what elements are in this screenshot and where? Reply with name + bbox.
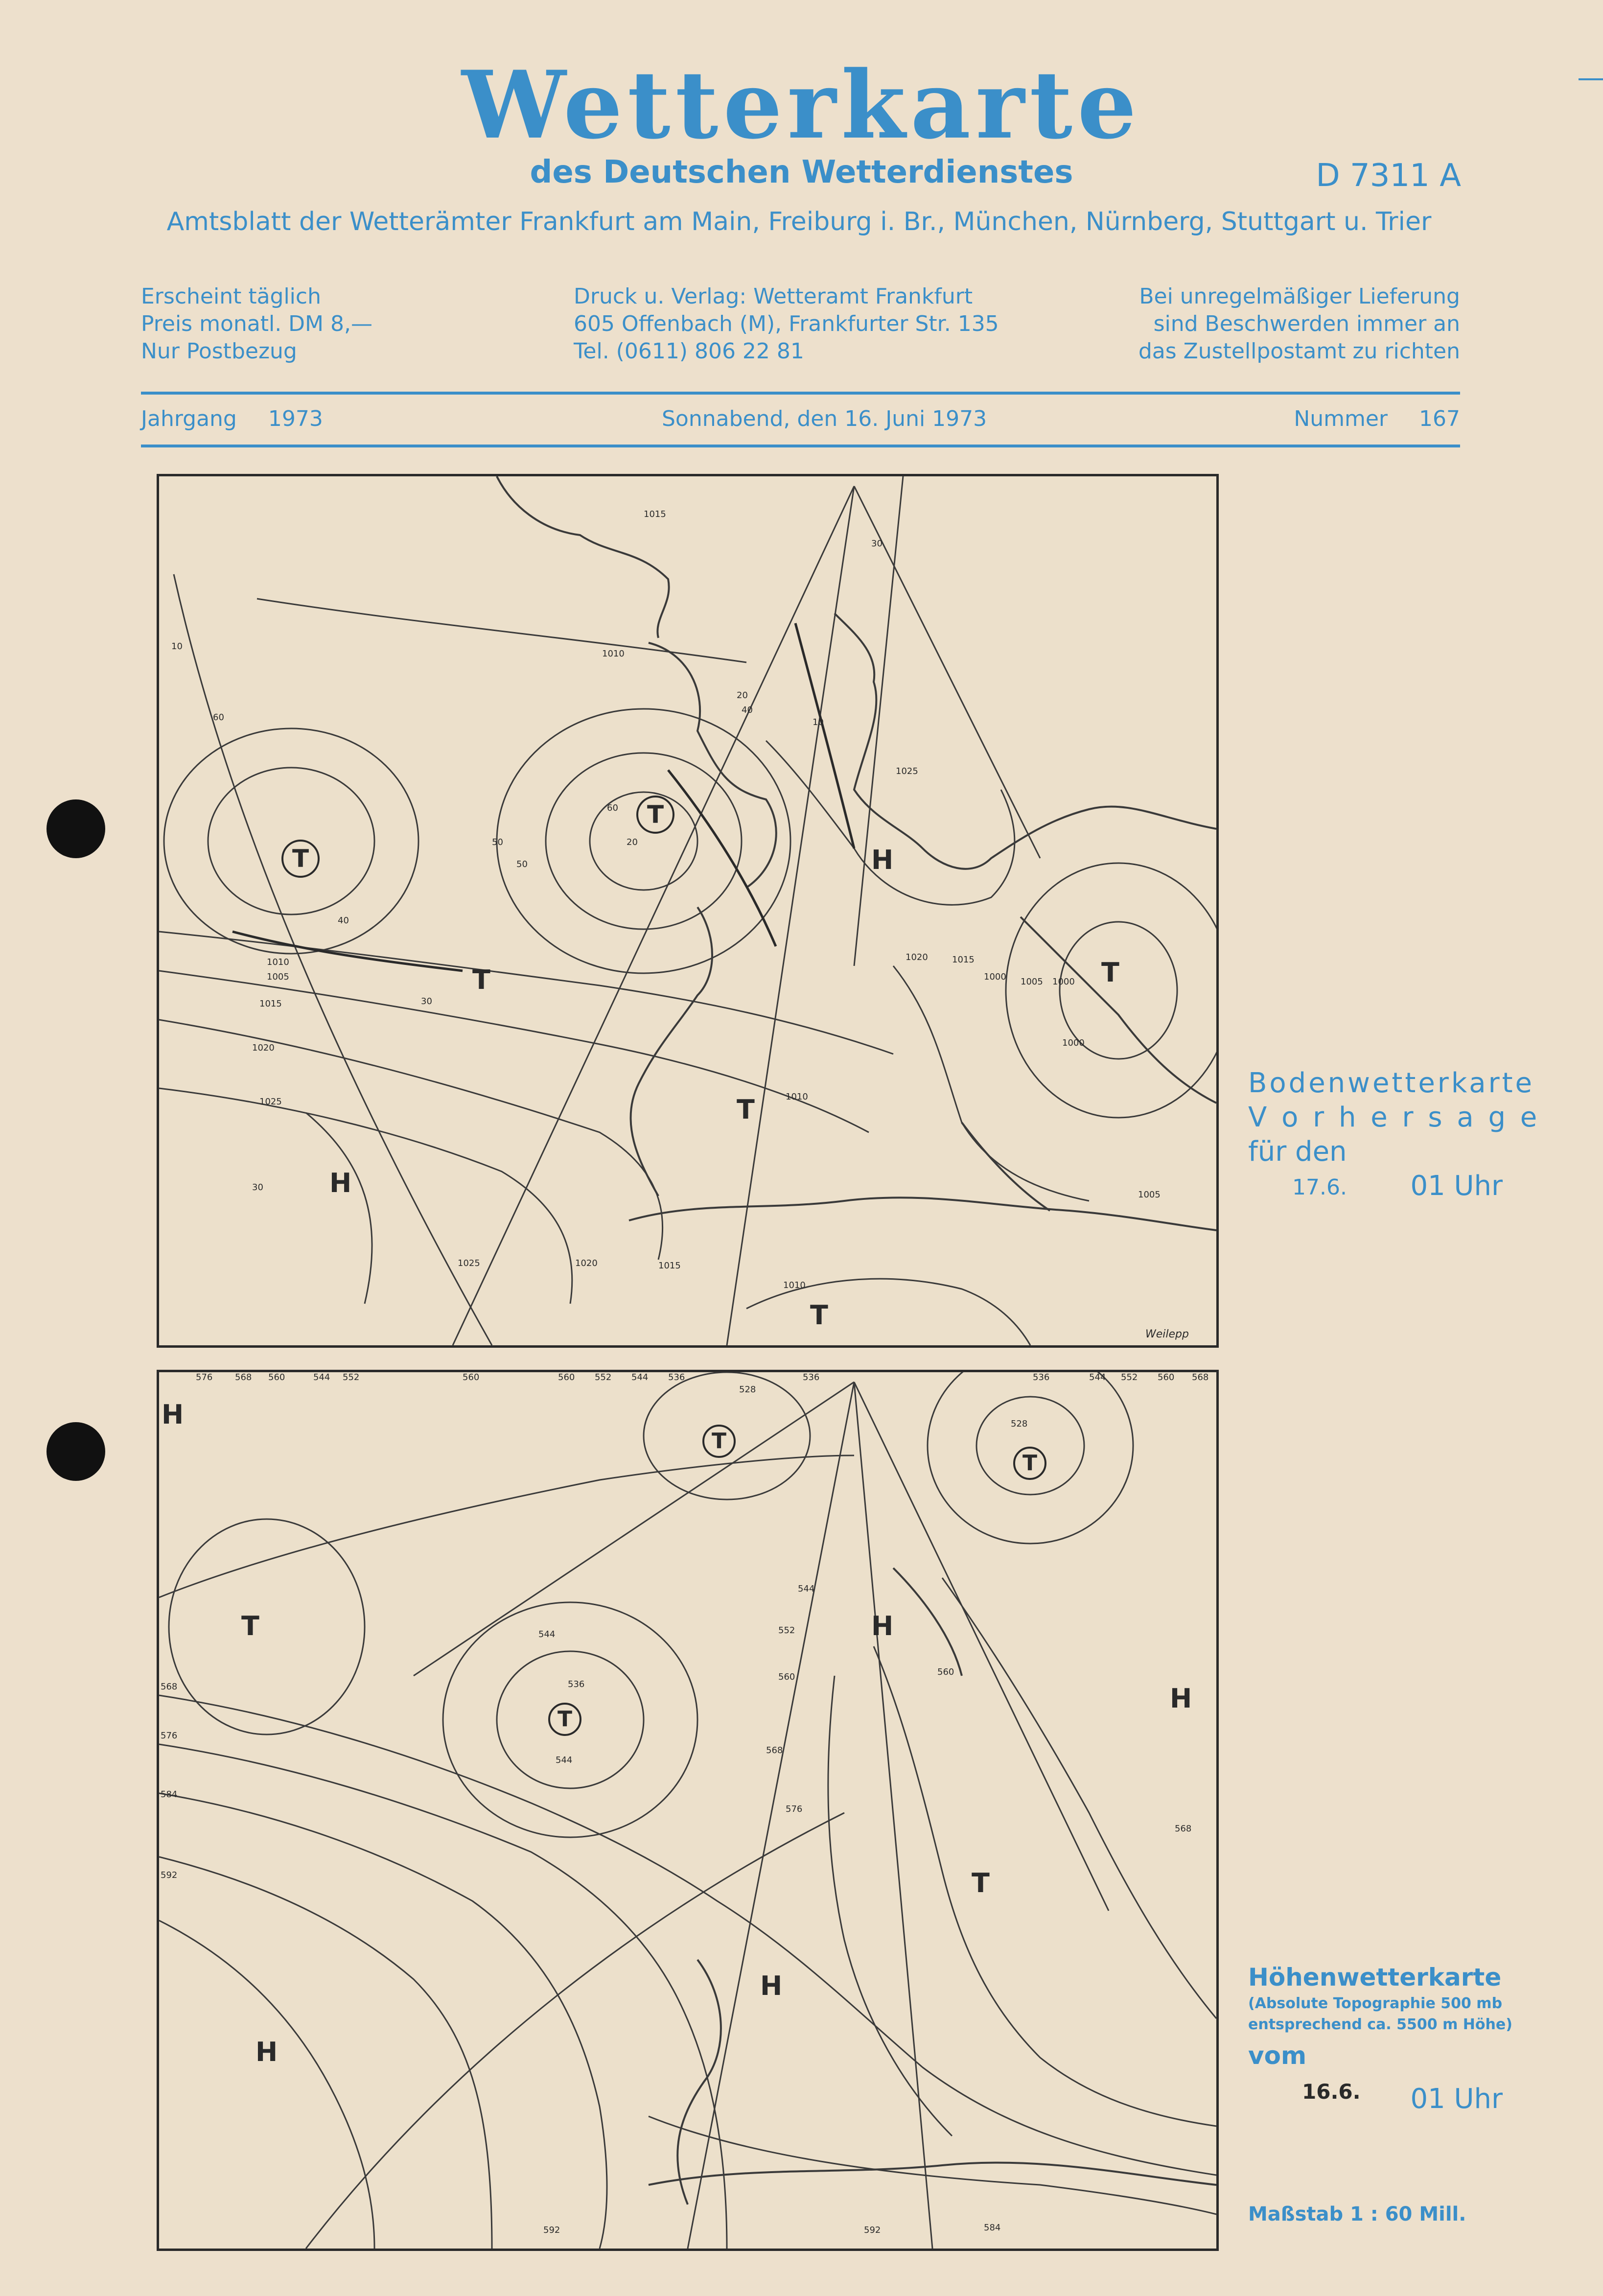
contour-label: 584: [161, 1789, 178, 1800]
isobar-label: 1010: [783, 1280, 806, 1290]
isobar-label: 1010: [267, 957, 289, 967]
surface-map-caption: Bodenwetterkarte: [1248, 1067, 1535, 1099]
contour-label: 560: [463, 1372, 480, 1382]
isobar-label: 1015: [644, 509, 666, 519]
meridian: [854, 1382, 1109, 1911]
isobar: [208, 768, 374, 914]
isobar: [497, 709, 790, 973]
number-value: 167: [1419, 406, 1460, 431]
isotherm-label: 60: [213, 712, 224, 723]
info-line: Druck u. Verlag: Wetteramt Frankfurt: [574, 284, 973, 309]
isobar-label: 1020: [252, 1043, 275, 1053]
contour-label: 552: [343, 1372, 360, 1382]
contour-label: 592: [161, 1870, 178, 1880]
isobar-label: 1010: [602, 649, 625, 659]
issue-number-line: [1294, 406, 1460, 431]
coastline-france: [630, 907, 712, 1196]
contour-label: 536: [1033, 1372, 1050, 1382]
high-pressure-symbol: H: [871, 844, 894, 875]
low-pressure-symbol: T: [472, 964, 490, 995]
contour-label: 544: [538, 1629, 556, 1640]
isobar-label: 1020: [906, 952, 928, 962]
height-contour: [159, 1793, 607, 2249]
publisher-info: [574, 283, 999, 365]
low-pressure-symbol: T: [548, 1703, 581, 1736]
coastline: [677, 1960, 721, 2204]
latitude-line: [159, 1455, 854, 1597]
low-pressure-symbol: T: [1101, 957, 1119, 988]
upper-map-time: 01 Uhr: [1410, 2083, 1503, 2115]
contour-label: 560: [268, 1372, 285, 1382]
high-pressure-symbol: H: [256, 2037, 278, 2067]
coastline-eastern: [1021, 917, 1216, 1103]
surface-map-time: 01 Uhr: [1410, 1170, 1503, 1202]
contour-label: 560: [937, 1667, 954, 1677]
isotherm-label: 50: [516, 859, 528, 869]
contour-label: 560: [558, 1372, 575, 1382]
contour-label: 568: [235, 1372, 252, 1382]
upper-map-subcaption: entsprechend ca. 5500 m Höhe): [1248, 2016, 1512, 2033]
coastline-norway: [497, 476, 669, 638]
isobar-label: 1015: [259, 999, 282, 1009]
contour-label: 536: [568, 1679, 585, 1689]
contour-label: 544: [313, 1372, 330, 1382]
surface-map-drawing: [159, 476, 1216, 1345]
isobar-label: 1015: [658, 1261, 681, 1271]
isotherm: [174, 574, 492, 1345]
info-line: 605 Offenbach (M), Frankfurter Str. 135: [574, 311, 999, 336]
isobar-label: 1025: [896, 766, 918, 776]
contour-label: 536: [803, 1372, 820, 1382]
isobar-label: 1000: [984, 972, 1006, 982]
contour-label: 552: [778, 1625, 795, 1636]
isotherm-label: 50: [492, 837, 503, 847]
year-label: Jahrgang: [141, 406, 237, 431]
punch-hole: [46, 799, 105, 858]
meridian: [854, 476, 903, 966]
meridian: [854, 1382, 932, 2249]
contour-label: 536: [668, 1372, 685, 1382]
coastline: [649, 2163, 1216, 2185]
upper-map-subcaption: (Absolute Topographie 500 mb: [1248, 1995, 1503, 2012]
isobar: [546, 753, 742, 929]
height-contour: [159, 1695, 1216, 2175]
info-line: Preis monatl. DM 8,—: [141, 311, 372, 336]
isobar: [164, 728, 418, 954]
isotherm: [257, 599, 746, 662]
upper-air-map: [157, 1370, 1219, 2251]
isobar-label: 1010: [786, 1092, 808, 1102]
surface-map-for-label: für den: [1248, 1136, 1347, 1168]
low-pressure-symbol: T: [972, 1868, 990, 1898]
low-pressure-symbol: T: [241, 1611, 259, 1641]
high-pressure-symbol: H: [162, 1399, 184, 1430]
info-line: Nur Postbezug: [141, 339, 297, 364]
upper-map-date: 16.6.: [1302, 2080, 1361, 2104]
meridian: [727, 486, 854, 1345]
contour-label: 560: [778, 1672, 795, 1682]
isotherm-label: 20: [627, 837, 638, 847]
info-line: Erscheint täglich: [141, 284, 321, 309]
contour-label: 576: [161, 1731, 178, 1741]
isobar-label: 1025: [259, 1097, 282, 1107]
contour-label: 592: [864, 2225, 881, 2235]
masthead-title: Wetterkarte: [462, 50, 1141, 160]
coastline-britain: [649, 643, 776, 888]
contour-label: 584: [984, 2223, 1001, 2233]
isobar-label: 1020: [575, 1258, 598, 1268]
upper-map-drawing: [159, 1372, 1216, 2249]
masthead-subtitle: des Deutschen Wetterdienstes: [530, 154, 1073, 190]
height-contour: [159, 1744, 727, 2249]
year-value: 1973: [268, 406, 323, 431]
contour-label: 544: [556, 1755, 573, 1765]
contour-label: 568: [161, 1682, 178, 1692]
info-line: Tel. (0611) 806 22 81: [574, 339, 804, 364]
contour-label: 544: [1089, 1372, 1106, 1382]
contour-label: 568: [1192, 1372, 1209, 1382]
contour-label: 528: [1011, 1419, 1028, 1429]
isobar-label: 1025: [458, 1258, 480, 1268]
height-contour: [159, 1921, 374, 2249]
official-gazette-line: Amtsblatt der Wetterämter Frankfurt am Main, Freiburg i. Br., München, Nürnberg, Stuttgart u. Trier: [166, 207, 1432, 236]
info-line: Bei unregelmäßiger Lieferung: [1139, 284, 1460, 309]
isobar-label: 1005: [1138, 1190, 1161, 1200]
surface-map-forecast-label: V o r h e r s a g e: [1248, 1101, 1540, 1133]
high-pressure-symbol: H: [871, 1611, 894, 1641]
coastline-mediterranean: [629, 1197, 1216, 1230]
document-id: D 7311 A: [1316, 158, 1461, 194]
year-line: [141, 406, 323, 431]
high-pressure-symbol: H: [760, 1970, 783, 2001]
isotherm-label: 20: [737, 690, 748, 701]
contour-label: 576: [196, 1372, 213, 1382]
isobar: [1006, 863, 1216, 1118]
height-contour: [942, 1578, 1216, 2018]
surface-map-date: 17.6.: [1292, 1175, 1347, 1200]
map-signature: Weilepp: [1145, 1328, 1189, 1340]
number-label: Nummer: [1294, 406, 1388, 431]
contour-label: 576: [786, 1804, 803, 1814]
isobar: [306, 1113, 372, 1304]
contour-label: 528: [739, 1384, 756, 1395]
high-pressure-symbol: H: [1170, 1683, 1192, 1714]
height-contour: [828, 1676, 952, 2136]
isobar: [766, 741, 1015, 905]
punch-hole: [46, 1422, 105, 1481]
height-contour: [874, 1646, 1216, 2126]
contour-label: 560: [1158, 1372, 1175, 1382]
isotherm-label: 40: [742, 705, 753, 715]
meridian: [453, 486, 854, 1345]
isotherm-label: 10: [813, 717, 824, 727]
contour-label: 568: [1175, 1824, 1192, 1834]
coastline-italy: [962, 1123, 1050, 1211]
coastline-scandinavia: [835, 613, 1216, 869]
surface-weather-map: [157, 474, 1219, 1348]
isotherm-label: 60: [607, 803, 618, 813]
low-pressure-symbol: T: [737, 1094, 755, 1125]
height-contour: [976, 1397, 1084, 1495]
isobar-label: 1005: [1021, 977, 1043, 987]
isotherm-label: 30: [421, 996, 432, 1007]
isobar-label: 1000: [1052, 977, 1075, 987]
edge-mark: [1579, 78, 1603, 80]
map-scale: Maßstab 1 : 60 Mill.: [1248, 2203, 1466, 2226]
low-pressure-symbol: T: [702, 1425, 736, 1458]
header-rule-bottom: [141, 445, 1460, 447]
header-rule-top: [141, 392, 1460, 395]
isobar-label: 1005: [267, 972, 289, 982]
front-line: [668, 770, 776, 946]
isotherm-label: 40: [338, 915, 349, 926]
isotherm-label: 30: [871, 539, 883, 549]
contour-label: 552: [1121, 1372, 1138, 1382]
low-pressure-symbol: T: [1013, 1447, 1046, 1480]
contour-label: 552: [595, 1372, 612, 1382]
complaint-info: [1138, 283, 1460, 365]
isobar: [159, 932, 893, 1054]
subscription-info: [141, 283, 372, 365]
info-line: sind Beschwerden immer an: [1153, 311, 1460, 336]
contour-label: 592: [543, 2225, 560, 2235]
contour-label: 544: [798, 1584, 815, 1594]
isobar-label: 1000: [1062, 1038, 1085, 1048]
high-pressure-symbol: H: [329, 1168, 352, 1198]
info-line: das Zustellpostamt zu richten: [1138, 339, 1460, 364]
low-pressure-symbol: T: [281, 840, 320, 878]
issue-date: Sonnabend, den 16. Juni 1973: [662, 406, 987, 431]
height-contour: [159, 1857, 492, 2249]
low-pressure-symbol: T: [636, 796, 674, 834]
front-line: [795, 623, 854, 848]
isobar-label: 1015: [952, 955, 975, 965]
contour-label: 568: [766, 1745, 783, 1756]
contour-label: 544: [631, 1372, 649, 1382]
low-pressure-symbol: T: [810, 1300, 828, 1331]
isotherm-label: 10: [171, 641, 183, 652]
upper-map-from-label: vom: [1248, 2041, 1307, 2070]
upper-map-caption: Höhenwetterkarte: [1248, 1963, 1502, 1991]
isotherm-label: 30: [252, 1182, 263, 1193]
